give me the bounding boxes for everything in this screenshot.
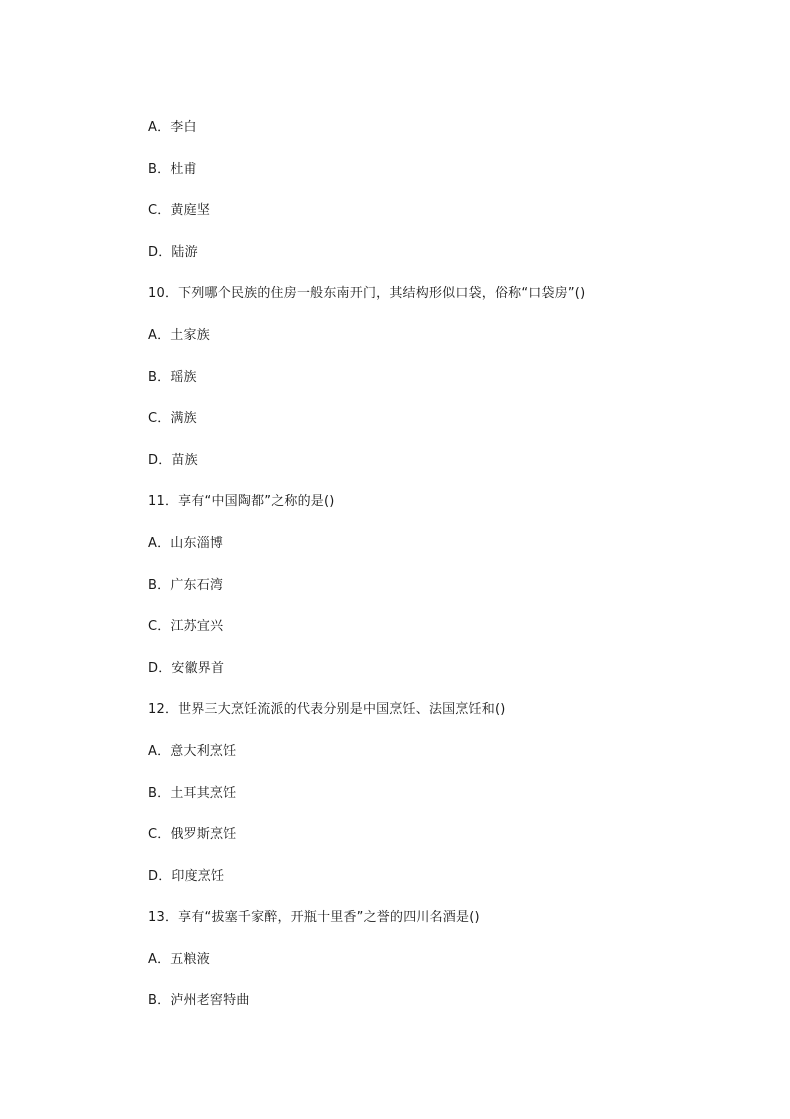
option-a-q9: A．李白 [148, 120, 197, 135]
option-d-q12: D．印度烹饪 [148, 869, 225, 884]
option-c-q11: C．江苏宜兴 [148, 619, 224, 634]
option-b-q13: B．泸州老窖特曲 [148, 993, 250, 1008]
question-11: 11．享有“中国陶都”之称的是() [148, 494, 335, 509]
question-12: 12．世界三大烹饪流派的代表分别是中国烹饪、法国烹饪和() [148, 702, 506, 717]
option-c-q10: C．满族 [148, 411, 197, 426]
option-a-q11: A．山东淄博 [148, 536, 224, 551]
option-d-q10: D．苗族 [148, 453, 198, 468]
option-b-q10: B．瑶族 [148, 370, 197, 385]
option-b-q11: B．广东石湾 [148, 578, 224, 593]
option-a-q12: A．意大利烹饪 [148, 744, 237, 759]
option-b-q9: B．杜甫 [148, 162, 197, 177]
question-10: 10．下列哪个民族的住房一般东南开门，其结构形似口袋，俗称“口袋房”() [148, 286, 586, 301]
option-a-q13: A．五粮液 [148, 952, 210, 967]
option-c-q9: C．黄庭坚 [148, 203, 211, 218]
option-a-q10: A．土家族 [148, 328, 210, 343]
option-d-q11: D．安徽界首 [148, 661, 225, 676]
option-d-q9: D．陆游 [148, 245, 198, 260]
question-13: 13．享有“拔塞千家醉，开瓶十里香”之誉的四川名酒是() [148, 910, 480, 925]
option-c-q12: C．俄罗斯烹饪 [148, 827, 237, 842]
option-b-q12: B．土耳其烹饪 [148, 786, 237, 801]
